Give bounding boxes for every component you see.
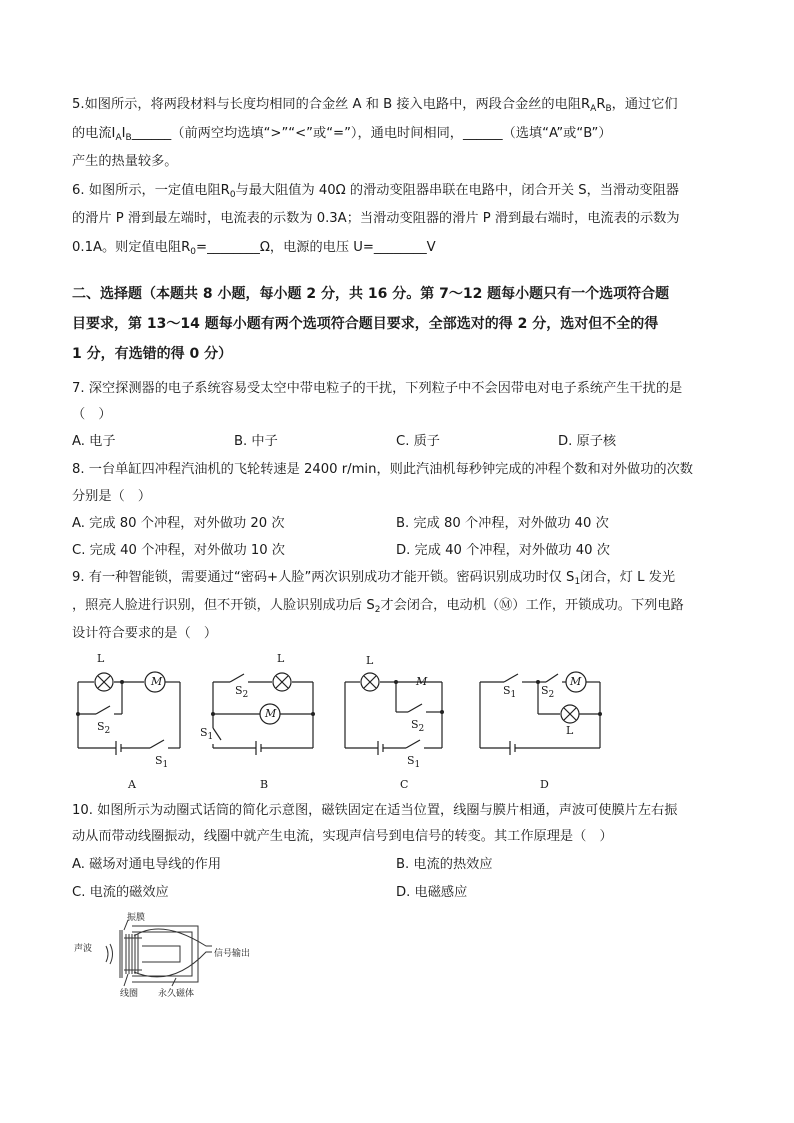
- circuit-c-s2-label: $S_2$: [411, 718, 425, 734]
- circuit-c-s1-label: $S_1$: [407, 754, 421, 770]
- q6-line1: 6. 如图所示，一定值电阻$R_0$与最大阻值为 40Ω 的滑动变阻器串联在电路中，闭合开关 S，当滑动变阻器: [72, 183, 679, 200]
- q8-option-d: D. 完成 40 个冲程，对外做功 40 次: [396, 543, 610, 558]
- q8-option-a: A. 完成 80 个冲程，对外做功 20 次: [72, 516, 285, 531]
- circuit-b-s2-label: $S_2$: [235, 684, 249, 700]
- circuit-d-s2-label: $S_2$: [541, 684, 555, 700]
- q8-option-c: C. 完成 40 个冲程，对外做功 10 次: [72, 543, 285, 558]
- circuit-d-caption: D: [540, 778, 549, 791]
- section2-line1: 二、选择题（本题共 8 小题，每小题 2 分，共 16 分。第 7～12 题每小题只有一个选项符合题: [72, 286, 670, 302]
- figure-sound-label: 声波: [74, 944, 93, 954]
- q7-stem2: （ ）: [72, 407, 112, 422]
- q9-circuit-diagrams: [60, 648, 740, 796]
- circuit-b-motor-label: M: [265, 707, 277, 720]
- q6-line3: 0.1A。则定值电阻$R_0=\_\_\_\_\_\_\_\_\Omega$，电源的电压 U=________V: [72, 240, 436, 257]
- q7-option-d: D. 原子核: [558, 434, 617, 449]
- circuit-b-lamp-label: L: [277, 652, 285, 665]
- circuit-d-motor-label: M: [570, 675, 582, 688]
- circuit-a-s1-label: $S_1$: [155, 754, 169, 770]
- q10-stem1: 10. 如图所示为动圈式话筒的简化示意图，磁铁固定在适当位置，线圈与膜片相通，声波可使膜片左右振: [72, 803, 678, 818]
- q9-stem1: 9. 有一种智能锁，需要通过“密码+人脸”两次识别成功才能开锁。密码识别成功时仅 $S_1$闭合，灯 L 发光: [72, 570, 676, 587]
- circuit-c-caption: C: [400, 778, 409, 791]
- q8-option-b: B. 完成 80 个冲程，对外做功 40 次: [396, 516, 609, 531]
- figure-output-label: 信号输出: [214, 949, 251, 959]
- circuit-b: [213, 673, 313, 755]
- circuit-c: [345, 673, 442, 755]
- circuit-d-s1-label: $S_1$: [503, 684, 517, 700]
- q9-stem3: 设计符合要求的是（ ）: [72, 626, 218, 641]
- figure-coil-label: 线圈: [120, 989, 139, 999]
- q7-stem1: 7. 深空探测器的电子系统容易受太空中带电粒子的干扰，下列粒子中不会因带电对电子系统产生干扰的是: [72, 381, 683, 396]
- q10-option-b: B. 电流的热效应: [396, 857, 493, 872]
- q5-line3: 产生的热量较多。: [72, 154, 178, 169]
- circuit-b-caption: B: [260, 778, 269, 791]
- circuit-c-motor-label: M: [416, 675, 428, 688]
- q7-option-a: A. 电子: [72, 434, 116, 449]
- circuit-a-s2-label: $S_2$: [97, 720, 111, 736]
- q10-option-c: C. 电流的磁效应: [72, 885, 169, 900]
- circuit-a-lamp-label: L: [97, 652, 105, 665]
- section2-line2: 目要求，第 13～14 题每小题有两个选项符合题目要求，全部选对的得 2 分，选对但不全的得: [72, 316, 659, 332]
- q7-option-b: B. 中子: [234, 434, 278, 449]
- q6-line2: 的滑片 P 滑到最左端时，电流表的示数为 0.3A；当滑动变阻器的滑片 P 滑到最右端时，电流表的示数为: [72, 211, 680, 226]
- q10-option-a: A. 磁场对通电导线的作用: [72, 857, 222, 872]
- circuit-d: [480, 672, 600, 755]
- q8-stem2: 分别是（ ）: [72, 489, 152, 504]
- figure-magnet-label: 永久磁体: [158, 989, 195, 999]
- q5-line2: 的电流$I_AI_B\_\_\_\_\_\_$（前两空均选填“>”“<”或“=”），通电时间相同，______（选填“A”或“B”）: [72, 126, 612, 143]
- circuit-a: [78, 672, 180, 755]
- q8-stem1: 8. 一台单缸四冲程汽油机的飞轮转速是 2400 r/min，则此汽油机每秒钟完成的冲程个数和对外做功的次数: [72, 462, 693, 477]
- circuit-a-motor-label: M: [151, 675, 163, 688]
- circuit-b-s1-label: $S_1$: [200, 726, 214, 742]
- figure-diaphragm-label: 振膜: [127, 913, 146, 923]
- q9-stem2: ，照亮人脸进行识别，但不开锁，人脸识别成功后 $S_2$才会闭合，电动机（Ⓜ）工作，开锁成功。下列电路: [72, 598, 684, 615]
- circuit-a-caption: A: [128, 778, 136, 791]
- q5-line1: 5.如图所示，将两段材料与长度均相同的合金丝 A 和 B 接入电路中，两段合金丝的电阻$R_AR_B$，通过它们: [72, 97, 678, 114]
- q7-option-c: C. 质子: [396, 434, 440, 449]
- q10-option-d: D. 电磁感应: [396, 885, 468, 900]
- circuit-c-lamp-label: L: [366, 654, 374, 667]
- section2-line3: 1 分，有选错的得 0 分）: [72, 346, 233, 362]
- q10-stem2: 动从而带动线圈振动，线圈中就产生电流，实现声信号到电信号的转变。其工作原理是（ ）: [72, 829, 613, 844]
- circuit-d-lamp-label: L: [566, 724, 574, 737]
